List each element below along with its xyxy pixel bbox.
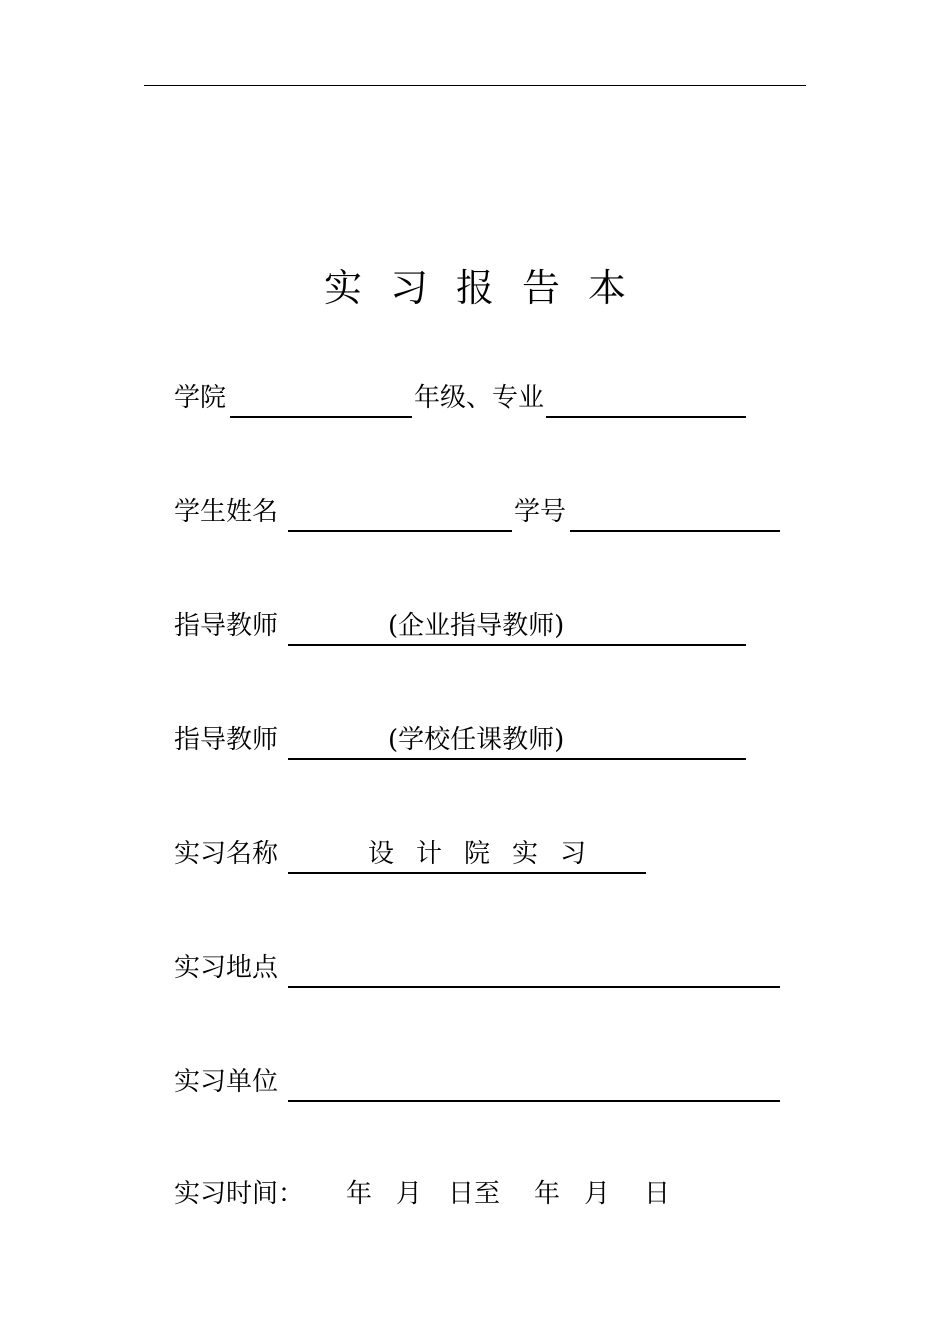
time-label: 实习时间： [174, 1179, 305, 1209]
unit-label: 实习单位 [174, 1067, 279, 1097]
page-title: 实习报告本 [323, 266, 654, 310]
start-year: 年 [346, 1179, 373, 1209]
location-field[interactable] [288, 948, 780, 988]
advisor-school-hint: (学校任课教师) [388, 725, 565, 755]
row-advisor-school [174, 720, 794, 760]
internship-name-label: 实习名称 [174, 839, 279, 869]
row-advisor-company [174, 606, 794, 646]
student-name-label: 学生姓名 [174, 497, 279, 527]
grade-major-field[interactable] [546, 378, 746, 418]
advisor-company-label: 指导教师 [174, 611, 279, 641]
row-unit [174, 1062, 794, 1102]
unit-field[interactable] [288, 1062, 780, 1102]
student-id-field[interactable] [570, 492, 780, 532]
start-month: 月 [396, 1179, 423, 1209]
internship-name-value: 设计院实习 [368, 839, 609, 869]
end-day: 日 [644, 1179, 671, 1209]
row-time [174, 1174, 794, 1214]
advisor-school-label: 指导教师 [174, 725, 279, 755]
college-label: 学院 [174, 383, 227, 413]
row-college-major [174, 378, 794, 418]
college-field[interactable] [230, 378, 412, 418]
student-id-label: 学号 [514, 497, 567, 527]
advisor-company-hint: (企业指导教师) [388, 611, 565, 641]
end-year: 年 [534, 1179, 561, 1209]
student-name-field[interactable] [288, 492, 512, 532]
header-rule [144, 85, 806, 86]
row-internship-name [174, 834, 794, 874]
row-location [174, 948, 794, 988]
row-student [174, 492, 794, 532]
location-label: 实习地点 [174, 953, 279, 983]
start-day-to: 日至 [448, 1179, 501, 1209]
grade-major-label: 年级、专业 [414, 383, 545, 413]
end-month: 月 [584, 1179, 611, 1209]
